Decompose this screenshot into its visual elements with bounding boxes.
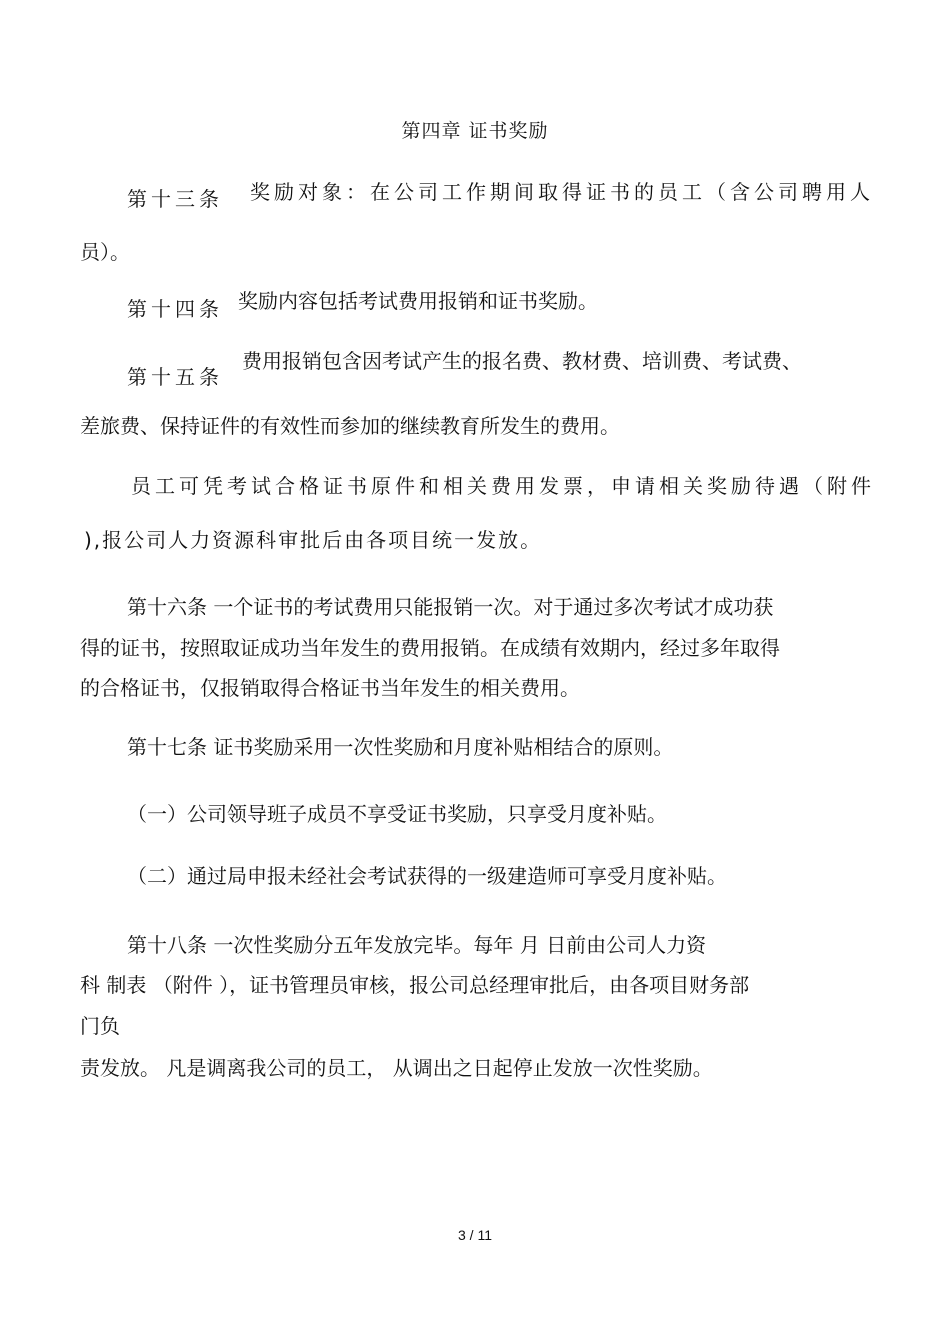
article-15-line1: 费用报销包含因考试产生的报名费、教材费、培训费、考试费、 [242,349,802,373]
article-15-line2: 差旅费、保持证件的有效性而参加的继续教育所发生的费用。 [80,414,620,438]
article-15-para2-line1: 员工可凭考试合格证书原件和相关费用发票，申请相关奖励待遇（附件 [131,474,875,498]
page-number: 3 / 11 [458,1227,492,1243]
article-16-line3: 的合格证书，仅报销取得合格证书当年发生的相关费用。 [80,676,580,700]
article-15-label: 第十五条 [127,365,223,389]
article-17-item1: （一）公司领导班子成员不享受证书奖励，只享受月度补贴。 [127,802,667,826]
article-18-line3: 门负 [80,1014,120,1038]
article-14-text: 奖励内容包括考试费用报销和证书奖励。 [238,289,598,313]
article-15-para2-line2: ),报公司人力资源科审批后由各项目统一发放。 [84,528,543,552]
article-13-label: 第十三条 [127,187,223,211]
article-18-line4: 责发放。 凡是调离我公司的员工， 从调出之日起停止发放一次性奖励。 [80,1056,713,1080]
article-16-line1: 第十六条 一个证书的考试费用只能报销一次。对于通过多次考试才成功获 [127,595,774,619]
article-13-line2: 员）。 [80,240,130,264]
article-13-line1: 奖励对象：在公司工作期间取得证书的员工（含公司聘用人 [250,180,874,204]
article-16-line2: 得的证书，按照取证成功当年发生的费用报销。在成绩有效期内，经过多年取得 [80,636,780,660]
article-17-line1: 第十七条 证书奖励采用一次性奖励和月度补贴相结合的原则。 [127,735,674,759]
article-17-item2: （二）通过局申报未经社会考试获得的一级建造师可享受月度补贴。 [127,864,727,888]
chapter-title: 第四章 证书奖励 [401,120,549,142]
article-18-line1: 第十八条 一次性奖励分五年发放完毕。每年 月 日前由公司人力资 [127,933,707,957]
article-18-line2: 科 制表 （附件 ），证书管理员审核，报公司总经理审批后，由各项目财务部 [80,973,750,997]
article-14-label: 第十四条 [127,297,223,321]
